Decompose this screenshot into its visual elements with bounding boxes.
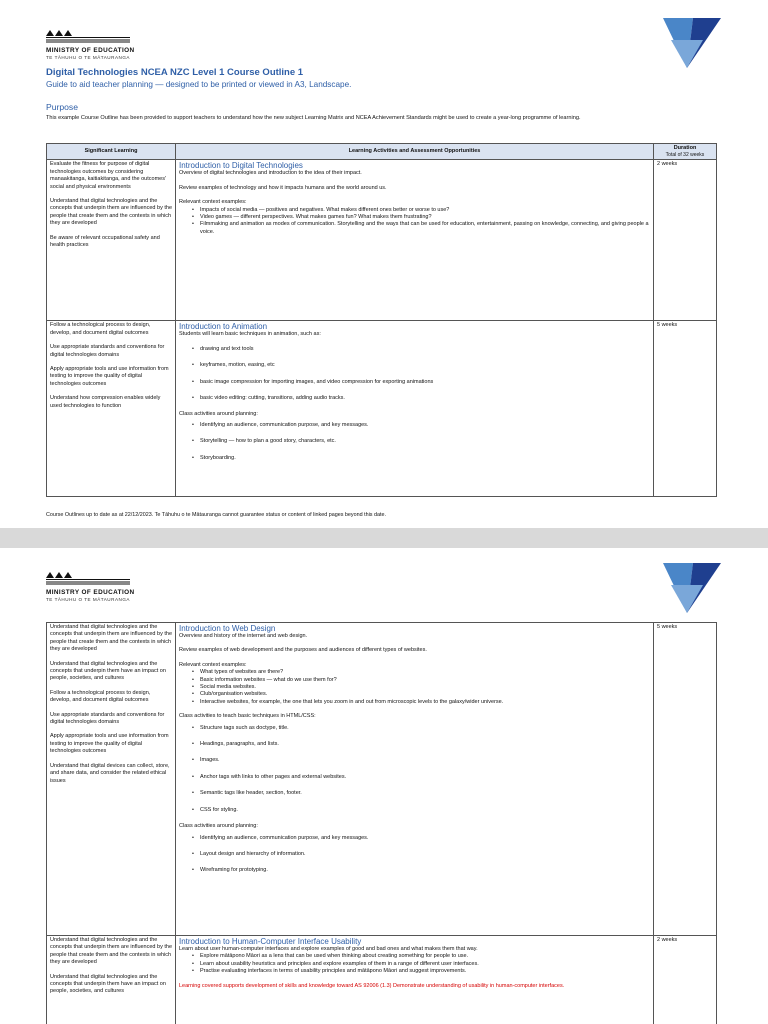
unit-intro: Students will learn basic techniques in animation, such as: — [179, 331, 321, 338]
assessment-note: Learning covered supports development of skills and knowledge toward AS 92006 (1.3) Demonstrate understanding of usability in human-computer interfaces. — [179, 982, 565, 989]
unit-review: Review examples of technology and how it impacts humans and the world around us. — [179, 184, 387, 191]
list-item: • keyframes, motion, easing, etc — [192, 362, 650, 369]
list-item: • Images. — [192, 757, 650, 764]
significant-learning-item: Understand that digital technologies and the concepts that underpin them have an impact on people, societies, and cultures — [50, 660, 166, 682]
table-row — [47, 623, 717, 936]
duration-label: Duration — [673, 145, 697, 151]
logo-maori-text: TE TĀHUHU O TE MĀTAURANGA — [46, 597, 130, 602]
course-outline-table — [46, 143, 717, 497]
list-item: • Storytelling — how to plan a good story, characters, etc. — [192, 438, 650, 445]
significant-learning-item: Use appropriate standards and conventions for digital technologies domains — [50, 711, 165, 726]
context-label: Relevant context examples: — [179, 661, 247, 668]
triangle-logo-icon — [663, 18, 721, 68]
list-item: • Basic information websites — what do we use them for? — [192, 677, 650, 684]
table-row — [47, 936, 717, 1024]
significant-learning-item: Understand how compression enables widely used technologies to function — [50, 395, 161, 409]
unit-title: Introduction to Web Design — [179, 624, 276, 633]
document-title: Digital Technologies NCEA NZC Level 1 Course Outline 1 — [46, 67, 304, 78]
ministry-logo — [46, 572, 135, 602]
significant-learning-item: Follow a technological process to design, develop, and document digital outcomes — [50, 689, 151, 704]
significant-learning-item: Be aware of relevant occupational safety and health practices — [50, 234, 160, 249]
list-item: • Filmmaking and animation as modes of communication. Storytelling and the ways that can be used for education, entertainment, passing on knowledge, connecting, and giving people a voice. — [192, 221, 650, 236]
duration-cell: 5 weeks — [654, 321, 717, 497]
list-item: • Interactive websites, for example, the one that lets you zoom in and out from microscopic levels to the galaxy/wider universe. — [192, 699, 650, 706]
significant-learning-cell — [47, 321, 176, 497]
significant-learning-item: Understand that digital technologies and the concepts that underpin them are influenced by the people that create them and the contexts in which they are developed — [50, 937, 172, 966]
crown-icon — [46, 30, 135, 36]
unit-intro: Overview of digital technologies and introduction to the idea of their impact. — [179, 170, 362, 177]
significant-learning-item: Apply appropriate tools and use information from testing to improve the quality of digital technologies outcomes — [50, 366, 169, 387]
planning-list — [192, 835, 650, 875]
duration-cell: 2 weeks — [654, 936, 717, 1024]
list-item: • Identifying an audience, communication purpose, and key messages. — [192, 835, 650, 842]
list-item: • Explore mātāpono Māori as a lens that can be used when thinking about creating something for people to use. — [192, 953, 650, 960]
list-item: • Semantic tags like header, section, footer. — [192, 790, 650, 797]
header-duration — [654, 144, 717, 160]
activities-cell — [176, 160, 654, 321]
list-item: • Impacts of social media — positives and negatives. What makes different ones better or worse to use? — [192, 207, 650, 214]
list-item: • Social media websites. — [192, 684, 650, 691]
purpose-text: This example Course Outline has been provided to support teachers to understand how the new subject Learning Matrix and NCEA Achievement Standards might be used to create a year-long programme of learning. — [46, 115, 581, 121]
techniques-list — [192, 346, 650, 403]
header-significant-learning: Significant Learning — [47, 144, 176, 160]
list-item: • Identifying an audience, communication purpose, and key messages. — [192, 422, 650, 429]
duration-cell: 2 weeks — [654, 160, 717, 321]
unit-review: Review examples of web development and the purposes and audiences of different types of websites. — [179, 647, 427, 654]
duration-cell: 5 weeks — [654, 623, 717, 936]
list-item: • Video games — different perspectives. What makes games fun? What makes them frustrating? — [192, 214, 650, 221]
footer-note: Course Outlines up to date as at 22/12/2023. Te Tāhuhu o te Mātauranga cannot guarantee status or content of linked pages beyond this date. — [46, 512, 386, 518]
list-item: • Headings, paragraphs, and lists. — [192, 741, 650, 748]
activities-cell — [176, 321, 654, 497]
list-item: • Storyboarding. — [192, 455, 650, 462]
context-list — [192, 669, 650, 706]
activities-cell — [176, 936, 654, 1024]
list-item: • drawing and text tools — [192, 346, 650, 353]
html-list — [192, 725, 650, 814]
crown-icon — [46, 572, 135, 578]
document-subtitle: Guide to aid teacher planning — designed to be printed or viewed in A3, Landscape. — [46, 80, 352, 89]
planning-list — [192, 422, 650, 462]
significant-learning-item: Follow a technological process to design, develop, and document digital outcomes — [50, 322, 151, 336]
logo-ministry-text: MINISTRY OF EDUCATION — [46, 589, 135, 596]
wave-lines-icon — [46, 37, 130, 44]
html-label: Class activities to teach basic techniques in HTML/CSS: — [179, 713, 316, 720]
ministry-logo — [46, 30, 135, 60]
significant-learning-item: Understand that digital technologies and the concepts that underpin them are influenced by the people that create them and the contexts in which they are developed — [50, 198, 172, 227]
document-header — [46, 67, 726, 123]
planning-label: Class activities around planning: — [179, 411, 258, 418]
wave-lines-icon — [46, 579, 130, 586]
list-item: • Anchor tags with links to other pages and external websites. — [192, 774, 650, 781]
list-item: • basic video editing: cutting, transitions, adding audio tracks. — [192, 395, 650, 402]
table-row — [47, 160, 717, 321]
list-item: • CSS for styling. — [192, 807, 650, 814]
unit-title: Introduction to Digital Technologies — [179, 161, 303, 171]
list-item: • Structure tags such as doctype, title. — [192, 725, 650, 732]
significant-learning-cell — [47, 936, 176, 1024]
activities-cell — [176, 623, 654, 936]
significant-learning-cell — [47, 160, 176, 321]
list-item: • Club/organisation websites. — [192, 691, 650, 698]
list-item: • Practise evaluating interfaces in terms of usability principles and mātāpono Māori and suggest improvements. — [192, 968, 650, 975]
context-list — [192, 207, 650, 237]
purpose-heading: Purpose — [46, 102, 79, 112]
significant-learning-cell — [47, 623, 176, 936]
course-outline-table-continued — [46, 622, 717, 1024]
unit-title: Introduction to Human-Computer Interface Usability — [179, 937, 362, 946]
planning-label: Class activities around planning: — [179, 823, 258, 830]
logo-ministry-text: MINISTRY OF EDUCATION — [46, 47, 135, 54]
list-item: • Wireframing for prototyping. — [192, 867, 650, 874]
significant-learning-item: Apply appropriate tools and use information from testing to improve the quality of digital technologies outcomes — [50, 733, 169, 755]
list-item: • basic image compression for importing images, and video compression for exporting animations — [192, 379, 650, 386]
significant-learning-item: Understand that digital technologies and the concepts that underpin them have an impact on people, societies, and cultures — [50, 973, 166, 995]
significant-learning-item: Use appropriate standards and conventions for digital technologies domains — [50, 344, 165, 358]
triangle-logo-icon — [663, 563, 721, 613]
usability-list — [192, 953, 650, 975]
significant-learning-item: Understand that digital devices can collect, store, and share data, and consider the related ethical issues — [50, 762, 170, 784]
unit-intro: Learn about user human-computer interfaces and explore examples of good and bad ones and what makes them that way. — [179, 946, 478, 952]
significant-learning-item: Evaluate the fitness for purpose of digital technologies outcomes by considering manaakitanga, kaitiakitanga, and the outcomes' social and physical environments — [50, 161, 167, 190]
table-header-row — [47, 144, 717, 160]
list-item: • Learn about usability heuristics and principles and explore examples of them in a range of different user interfaces. — [192, 961, 650, 968]
significant-learning-item: Understand that digital technologies and the concepts that underpin them are influenced by the people that create them and the contexts in which they are developed — [50, 624, 172, 653]
unit-title: Introduction to Animation — [179, 322, 268, 332]
list-item: • What types of websites are there? — [192, 669, 650, 676]
list-item: • Layout design and hierarchy of information. — [192, 851, 650, 858]
logo-maori-text: TE TĀHUHU O TE MĀTAURANGA — [46, 55, 130, 60]
context-label: Relevant context examples: — [179, 199, 247, 206]
total-weeks: Total of 32 weeks — [665, 152, 705, 159]
table-row — [47, 321, 717, 497]
unit-intro: Overview and history of the internet and web design. — [179, 633, 308, 639]
header-activities: Learning Activities and Assessment Opportunities — [176, 144, 654, 160]
